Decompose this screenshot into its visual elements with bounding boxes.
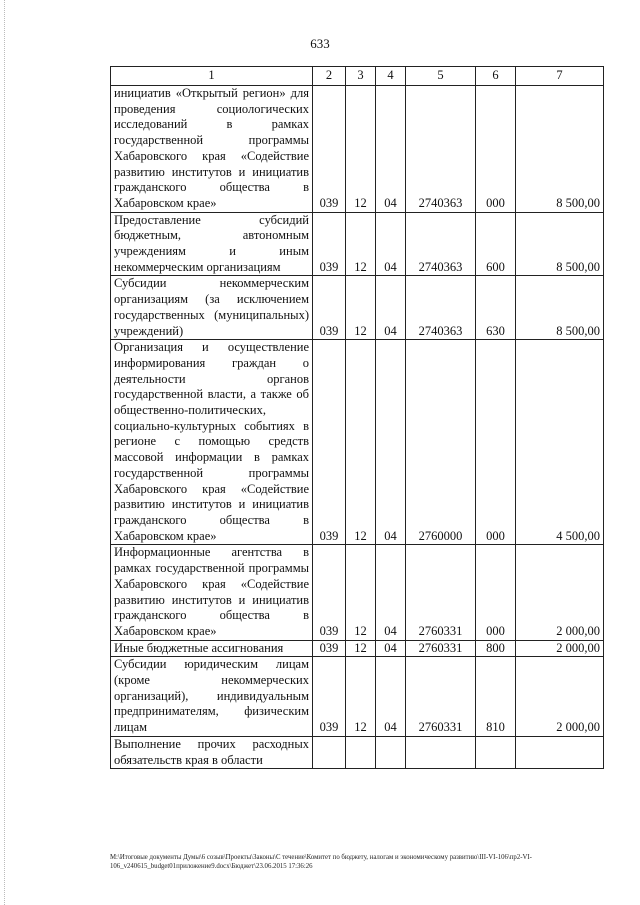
page-edge-line [4, 0, 6, 905]
cell-expense-type: 000 [476, 340, 516, 545]
cell-target-article: 2740363 [406, 212, 476, 276]
cell-ministry [313, 736, 346, 768]
cell-section: 12 [346, 340, 376, 545]
cell-target-article [406, 736, 476, 768]
cell-amount [516, 736, 604, 768]
cell-subsection: 04 [376, 640, 406, 657]
cell-ministry: 039 [313, 276, 346, 340]
row-name: Субсидии юридическим лицам (кроме некоммерческих организаций), индивидуальным предпринимателям, физическим лицам [111, 657, 313, 737]
page-number: 633 [310, 36, 330, 51]
table-row [111, 276, 604, 340]
cell-amount: 8 500,00 [516, 86, 604, 213]
column-header: 2 [313, 67, 346, 86]
cell-section: 12 [346, 545, 376, 640]
cell-amount: 8 500,00 [516, 212, 604, 276]
cell-amount: 4 500,00 [516, 340, 604, 545]
file-path-footer: M:\Итоговые документы Думы\6 созыв\Проекты\Законы\С течение\Комитет по бюджету, налогам и экономическому развитию\III-VI-106\пр2-VI-106_v240615_budget01приложение9.docx\Бюджет\23.06.2015 17:36:26 [110, 854, 532, 870]
column-header: 1 [111, 67, 313, 86]
cell-expense-type: 810 [476, 657, 516, 737]
cell-amount: 2 000,00 [516, 657, 604, 737]
table-row [111, 736, 604, 768]
cell-subsection: 04 [376, 545, 406, 640]
row-name: инициатив «Открытый регион» для проведения социологических исследований в рамках государственной программы Хабаровского края «Содействие развитию институтов и инициатив гражданского общества в Хабаровском крае» [111, 86, 313, 213]
cell-target-article: 2760331 [406, 657, 476, 737]
cell-target-article: 2760331 [406, 545, 476, 640]
cell-section [346, 736, 376, 768]
cell-subsection: 04 [376, 276, 406, 340]
cell-ministry: 039 [313, 657, 346, 737]
column-header: 7 [516, 67, 604, 86]
cell-ministry: 039 [313, 340, 346, 545]
cell-target-article: 2760000 [406, 340, 476, 545]
cell-subsection [376, 736, 406, 768]
cell-section: 12 [346, 640, 376, 657]
table-row [111, 640, 604, 657]
cell-expense-type: 630 [476, 276, 516, 340]
cell-section: 12 [346, 86, 376, 213]
cell-subsection: 04 [376, 212, 406, 276]
cell-expense-type: 000 [476, 86, 516, 213]
row-name: Иные бюджетные ассигнования [111, 640, 313, 657]
cell-ministry: 039 [313, 640, 346, 657]
budget-table [110, 66, 604, 769]
cell-subsection: 04 [376, 340, 406, 545]
row-name: Субсидии некоммерческим организациям (за исключением государственных (муниципальных) учреждений) [111, 276, 313, 340]
cell-ministry: 039 [313, 86, 346, 213]
column-header: 6 [476, 67, 516, 86]
cell-subsection: 04 [376, 86, 406, 213]
cell-amount: 2 000,00 [516, 640, 604, 657]
row-name: Информационные агентства в рамках государственной программы Хабаровского края «Содействие развитию институтов и инициатив гражданского общества в Хабаровском крае» [111, 545, 313, 640]
table-row [111, 340, 604, 545]
cell-section: 12 [346, 276, 376, 340]
row-name: Выполнение прочих расходных обязательств края в области [111, 736, 313, 768]
cell-amount: 8 500,00 [516, 276, 604, 340]
cell-expense-type: 000 [476, 545, 516, 640]
cell-section: 12 [346, 657, 376, 737]
table-row [111, 212, 604, 276]
cell-expense-type: 800 [476, 640, 516, 657]
cell-target-article: 2760331 [406, 640, 476, 657]
column-header: 5 [406, 67, 476, 86]
table-row [111, 657, 604, 737]
cell-amount: 2 000,00 [516, 545, 604, 640]
cell-target-article: 2740363 [406, 86, 476, 213]
column-header: 4 [376, 67, 406, 86]
cell-subsection: 04 [376, 657, 406, 737]
cell-ministry: 039 [313, 212, 346, 276]
cell-ministry: 039 [313, 545, 346, 640]
cell-expense-type: 600 [476, 212, 516, 276]
cell-section: 12 [346, 212, 376, 276]
row-name: Организация и осуществление информирования граждан о деятельности органов государственной власти, а также об общественно-политических, социально-культурных событиях в регионе с помощью средств массовой информации в рамках государственной программы Хабаровского края «Содействие развитию институтов и инициатив гражданского общества в Хабаровском крае» [111, 340, 313, 545]
cell-target-article: 2740363 [406, 276, 476, 340]
row-name: Предоставление субсидий бюджетным, автономным учреждениям и иным некоммерческим организациям [111, 212, 313, 276]
table-header-row [111, 67, 604, 86]
table-row [111, 86, 604, 213]
column-header: 3 [346, 67, 376, 86]
table-row [111, 545, 604, 640]
cell-expense-type [476, 736, 516, 768]
